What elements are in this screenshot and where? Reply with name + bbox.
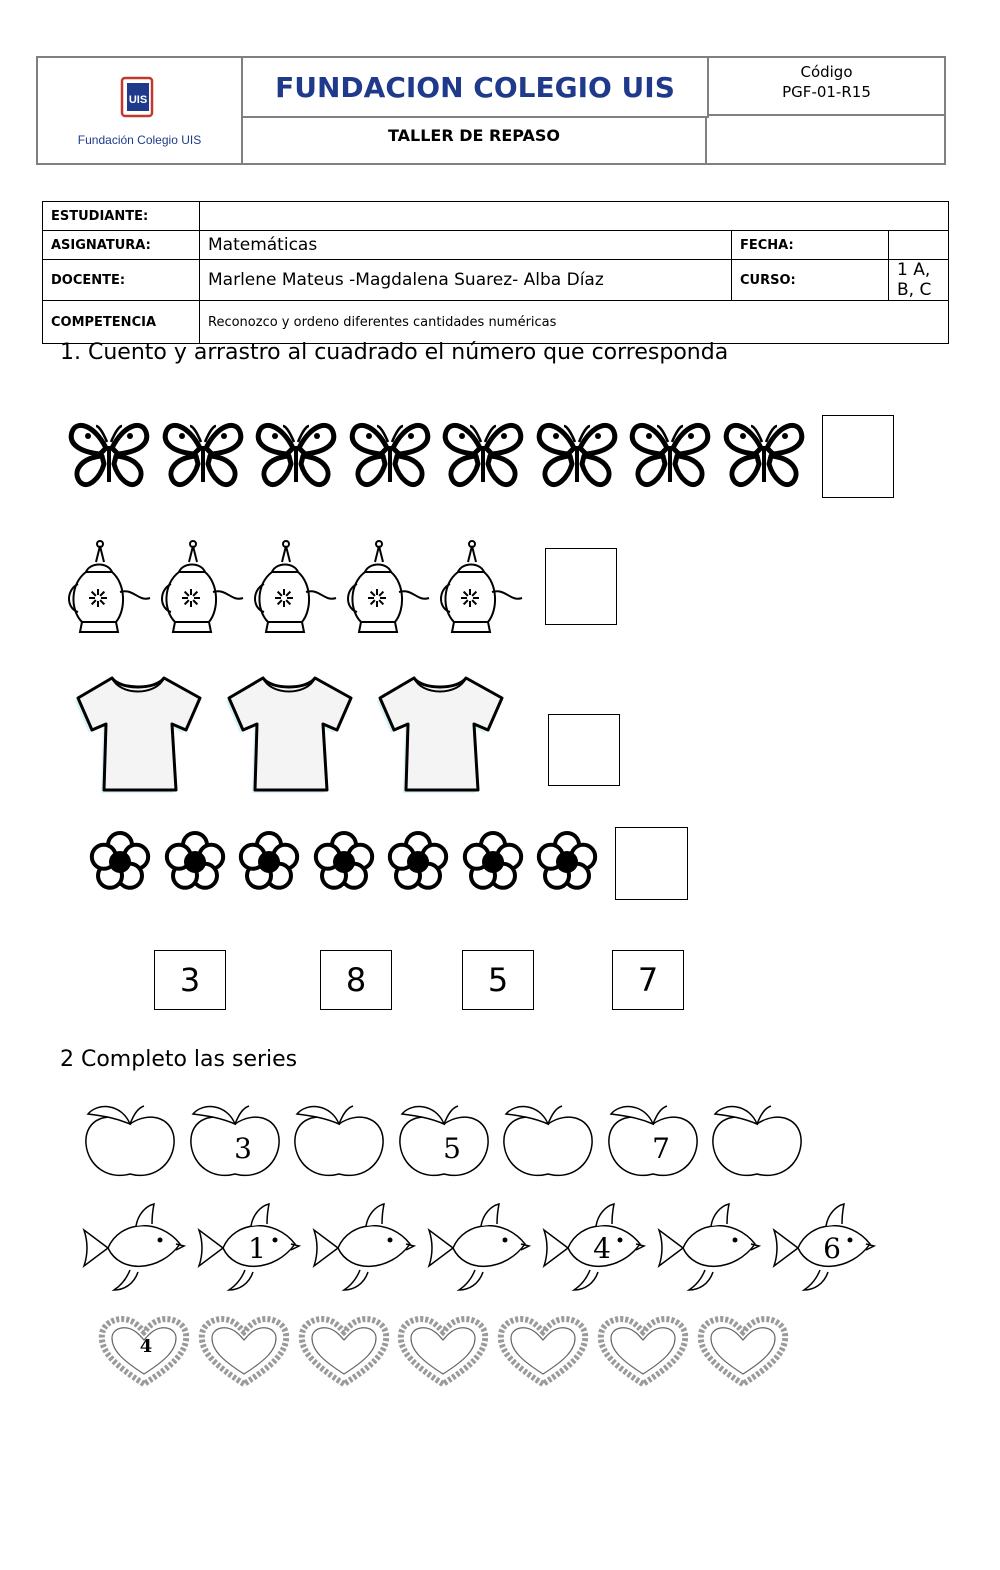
logo-caption: Fundación Colegio UIS — [77, 133, 202, 147]
apple-icon — [289, 1100, 389, 1180]
exercise-1-instruction: 1. Cuento y arrastro al cuadrado el número que corresponda — [60, 340, 729, 365]
butterfly-icon — [347, 418, 433, 492]
fish-icon — [80, 1200, 188, 1296]
teapot-icon — [157, 532, 245, 636]
course-value: 1 A, B, C — [889, 260, 949, 301]
fish-icon — [770, 1200, 878, 1296]
teapot-icon — [64, 532, 152, 636]
fish-icon — [425, 1200, 533, 1296]
course-label: CURSO: — [732, 260, 889, 301]
fish-number: 4 — [593, 1232, 611, 1265]
school-logo-icon — [118, 76, 158, 118]
document-type: TALLER DE REPASO — [243, 118, 707, 163]
flower-icon — [535, 828, 599, 896]
apple-icon — [707, 1100, 807, 1180]
draggable-number-3[interactable]: 3 — [154, 950, 226, 1010]
logo-cell — [38, 58, 243, 163]
code-value: PGF-01-R15 — [782, 83, 871, 101]
heart-icon — [495, 1312, 591, 1390]
apple-icon — [603, 1100, 703, 1180]
butterfly-icon — [627, 418, 713, 492]
butterfly-icon — [66, 418, 152, 492]
draggable-number-7[interactable]: 7 — [612, 950, 684, 1010]
exercise-2-instruction: 2 Completo las series — [60, 1047, 298, 1072]
fish-icon — [655, 1200, 763, 1296]
heart-icon — [395, 1312, 491, 1390]
tshirt-icon — [72, 668, 204, 796]
flower-icon — [312, 828, 376, 896]
flower-icon — [88, 828, 152, 896]
heart-number: 4 — [139, 1336, 153, 1357]
student-field[interactable] — [200, 202, 949, 231]
code-cell — [709, 58, 944, 116]
draggable-number-8[interactable]: 8 — [320, 950, 392, 1010]
teapot-icon — [250, 532, 338, 636]
apple-icon — [394, 1100, 494, 1180]
date-field[interactable] — [889, 231, 949, 260]
butterfly-icon — [160, 418, 246, 492]
student-info-table — [42, 201, 949, 344]
competence-value: Reconozco y ordeno diferentes cantidades numéricas — [200, 301, 949, 344]
tshirt-icon — [223, 668, 355, 796]
subject-label: ASIGNATURA: — [43, 231, 200, 260]
heart-icon — [296, 1312, 392, 1390]
teapot-icon — [343, 532, 431, 636]
draggable-number-5[interactable]: 5 — [462, 950, 534, 1010]
fish-icon — [540, 1200, 648, 1296]
tshirt-icon — [374, 668, 506, 796]
answer-box-tshirts[interactable] — [548, 714, 620, 786]
teapot-icon — [436, 532, 524, 636]
code-label: Código — [800, 63, 853, 81]
teacher-label: DOCENTE: — [43, 260, 200, 301]
logo-mark-text: UIS — [128, 94, 148, 106]
fish-icon — [310, 1200, 418, 1296]
answer-box-flowers[interactable] — [615, 827, 688, 900]
subject-value: Matemáticas — [200, 231, 732, 260]
document-header — [36, 56, 946, 165]
teacher-value: Marlene Mateus -Magdalena Suarez- Alba Díaz — [200, 260, 732, 301]
apple-icon — [80, 1100, 180, 1180]
student-label: ESTUDIANTE: — [43, 202, 200, 231]
fish-icon — [195, 1200, 303, 1296]
apple-icon — [498, 1100, 598, 1180]
butterfly-icon — [721, 418, 807, 492]
apple-icon — [185, 1100, 285, 1180]
heart-icon — [196, 1312, 292, 1390]
flower-icon — [163, 828, 227, 896]
apple-number: 5 — [442, 1132, 461, 1165]
heart-icon — [595, 1312, 691, 1390]
answer-box-teapots[interactable] — [545, 548, 617, 625]
apple-number: 7 — [651, 1132, 670, 1165]
flower-icon — [237, 828, 301, 896]
butterfly-icon — [253, 418, 339, 492]
apple-number: 3 — [233, 1132, 252, 1165]
heart-icon — [695, 1312, 791, 1390]
competence-label: COMPETENCIA — [43, 301, 200, 344]
fish-number: 1 — [248, 1232, 266, 1265]
flower-icon — [386, 828, 450, 896]
butterfly-icon — [534, 418, 620, 492]
heart-icon — [96, 1312, 192, 1390]
flower-icon — [461, 828, 525, 896]
institution-title: FUNDACION COLEGIO UIS — [243, 58, 709, 118]
butterfly-icon — [440, 418, 526, 492]
date-label: FECHA: — [732, 231, 889, 260]
fish-number: 6 — [823, 1232, 841, 1265]
answer-box-butterflies[interactable] — [822, 415, 894, 498]
